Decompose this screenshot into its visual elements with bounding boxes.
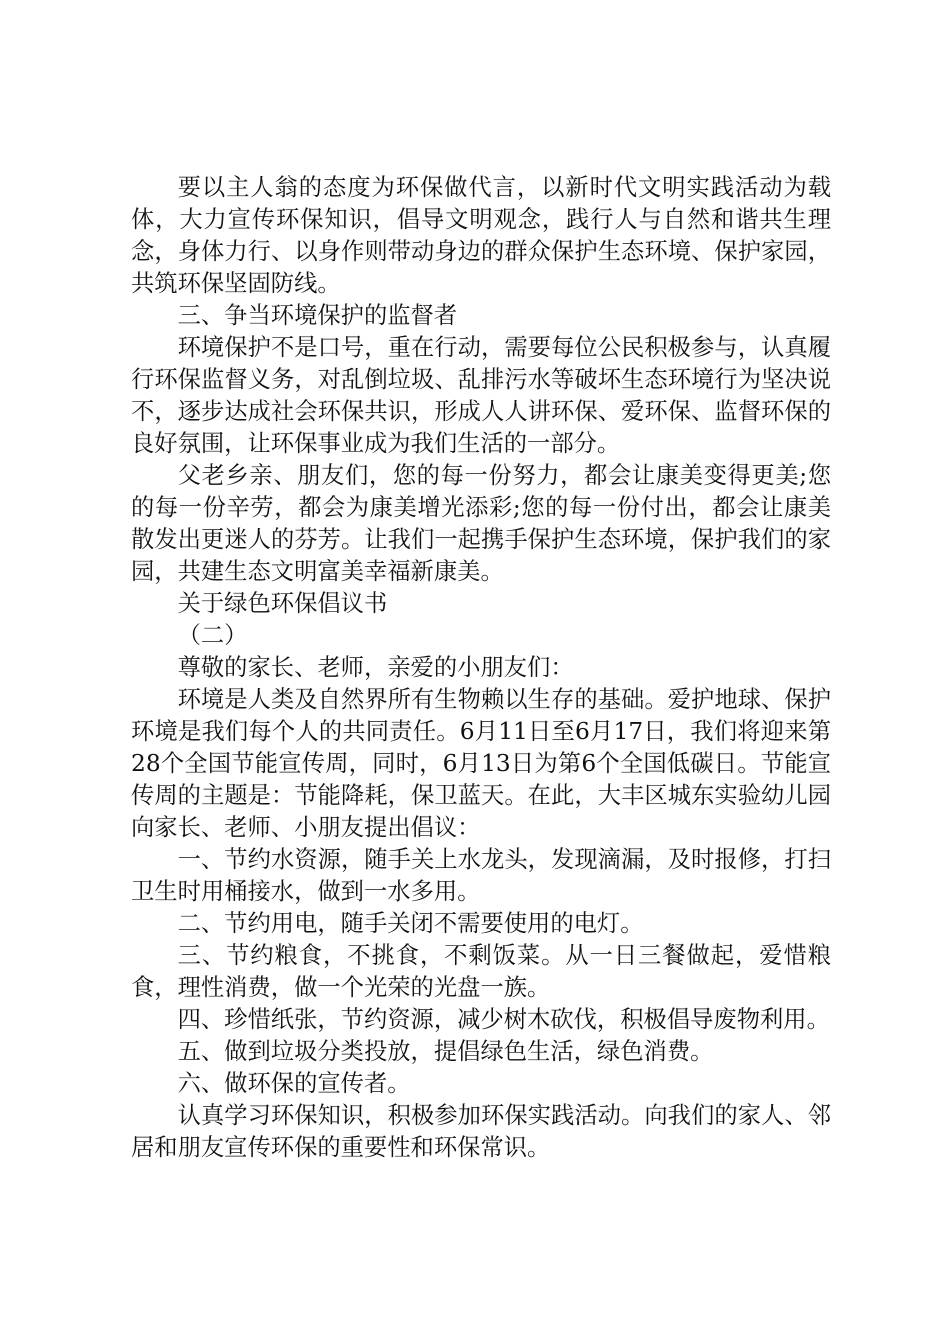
paragraph-learn-environment: 认真学习环保知识，积极参加环保实践活动。向我们的家人、邻居和朋友宣传环保的重要性和环保常识。 <box>131 1102 831 1161</box>
paragraph-environment-intro: 环境是人类及自然界所有生物赖以生存的基础。爱护地球、保护环境是我们每个人的共同责任。6月11日至6月17日，我们将迎来第28个全国节能宣传周，同时，6月13日为第6个全国低碳日。节能宣传周的主题是：节能降耗，保卫蓝天。在此，大丰区城东实验幼儿园向家长、老师、小朋友提出倡议： <box>131 686 831 841</box>
document-body <box>131 172 831 1164</box>
paragraph-supervision: 环境保护不是口号，重在行动，需要每位公民积极参与，认真履行环保监督义务，对乱倒垃圾、乱排污水等破坏生态环境行为坚决说不，逐步达成社会环保共识，形成人人讲环保、爱环保、监督环保的良好氛围，让环保事业成为我们生活的一部分。 <box>131 334 831 457</box>
paragraph-closing-appeal: 父老乡亲、朋友们，您的每一份努力，都会让康美变得更美;您的每一份辛劳，都会为康美增光添彩;您的每一份付出，都会让康美散发出更迷人的芬芳。让我们一起携手保护生态环境，保护我们的家园，共建生态文明富美幸福新康美。 <box>131 462 831 585</box>
list-item-save-electricity: 二、节约用电，随手关闭不需要使用的电灯。 <box>177 910 644 937</box>
list-item-promoter: 六、做环保的宣传者。 <box>177 1070 411 1097</box>
list-item-save-food: 三、节约粮食，不挑食，不剩饭菜。从一日三餐做起，爱惜粮食，理性消费，做一个光荣的光盘一族。 <box>131 942 831 1001</box>
document-title: 关于绿色环保倡议书 <box>177 590 388 617</box>
list-item-sort-garbage: 五、做到垃圾分类投放，提倡绿色生活，绿色消费。 <box>177 1038 714 1065</box>
section-heading-supervisor: 三、争当环境保护的监督者 <box>177 302 458 329</box>
salutation: 尊敬的家长、老师，亲爱的小朋友们： <box>177 654 574 681</box>
list-item-save-water: 一、节约水资源，随手关上水龙头，发现滴漏，及时报修，打扫卫生时用桶接水，做到一水多用。 <box>131 846 831 905</box>
list-item-save-paper: 四、珍惜纸张，节约资源，减少树木砍伐，积极倡导废物利用。 <box>177 1006 830 1033</box>
document-subtitle-number: （二） <box>177 622 248 649</box>
paragraph-intro-advocacy: 要以主人翁的态度为环保做代言，以新时代文明实践活动为载体，大力宣传环保知识，倡导文明观念，践行人与自然和谐共生理念，身体力行、以身作则带动身边的群众保护生态环境、保护家园，共筑环保坚固防线。 <box>131 174 831 297</box>
